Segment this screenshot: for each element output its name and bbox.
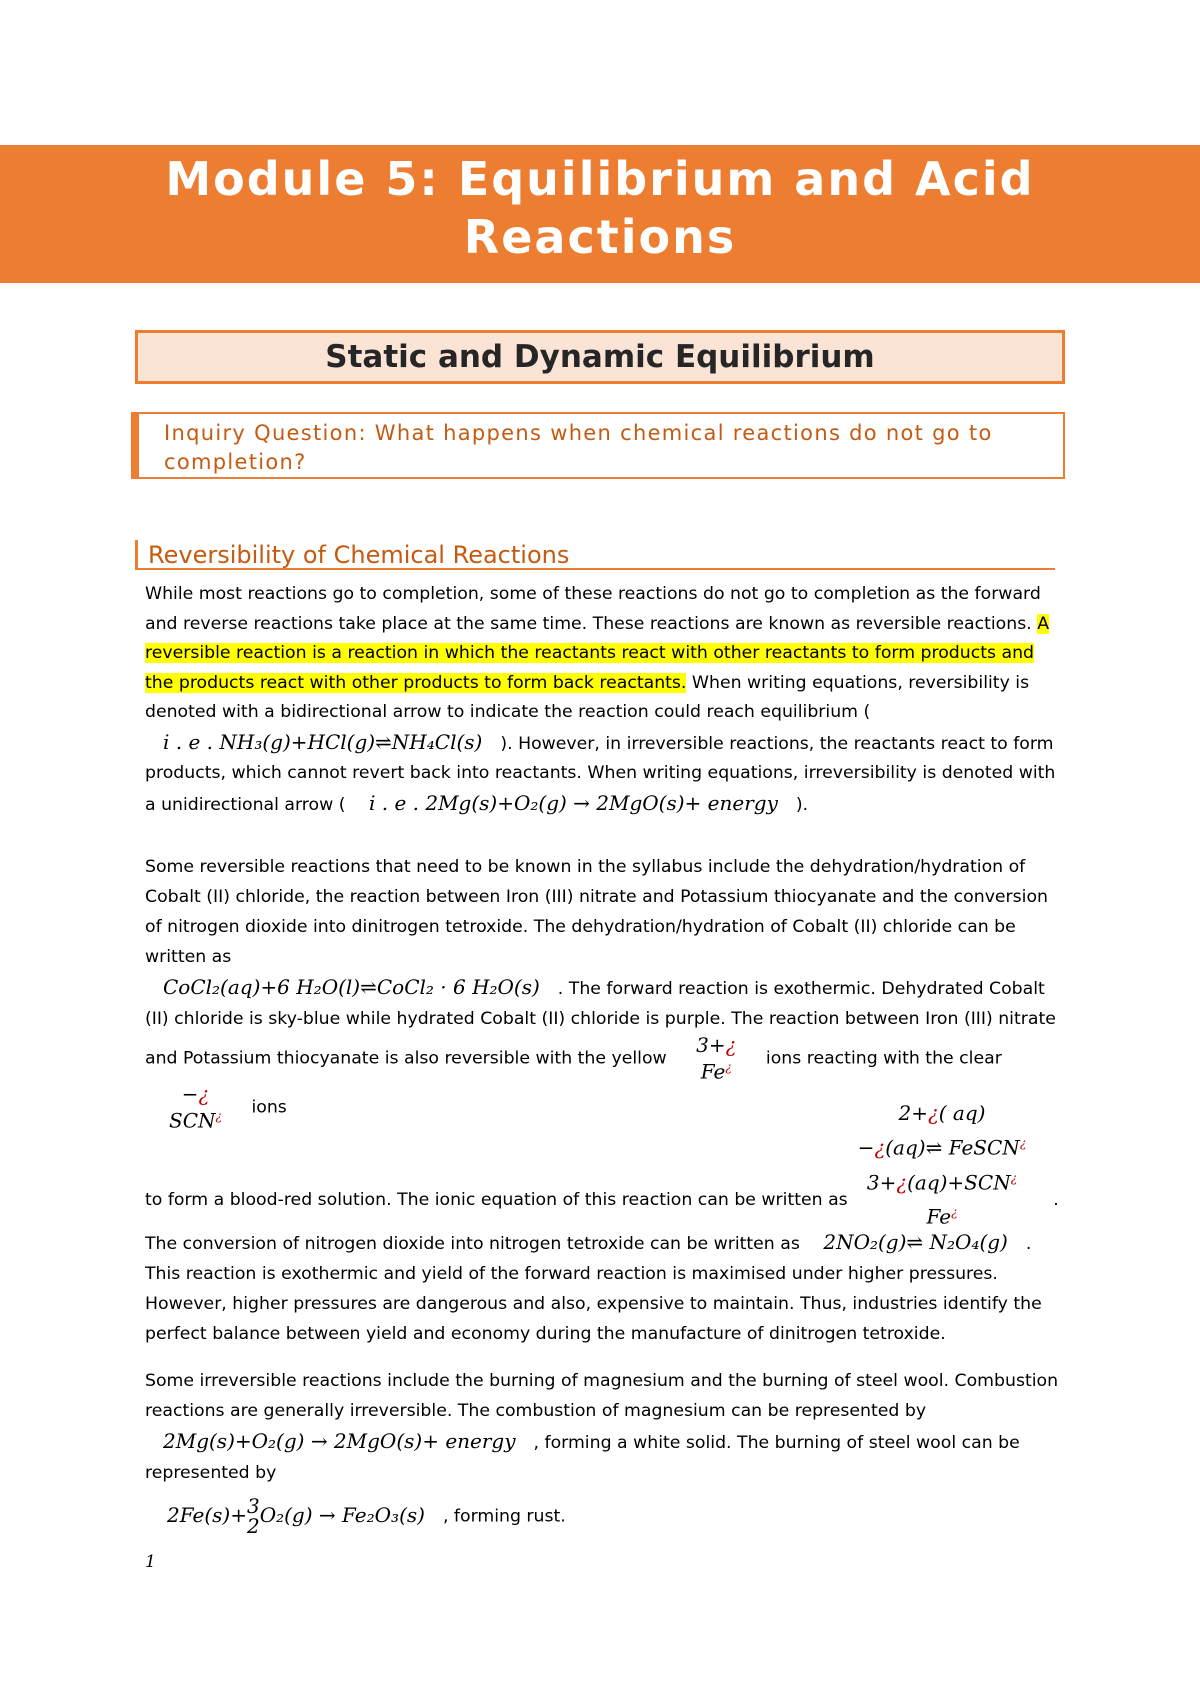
section-heading: Static and Dynamic Equilibrium	[135, 330, 1065, 384]
paragraph-reversibility	[145, 580, 1065, 820]
equation-rust: 2Fe(s)+3 2O₂(g) → Fe₂O₃(s)	[167, 1494, 425, 1538]
page-title	[150, 150, 1050, 266]
text: ions	[251, 1096, 287, 1117]
equation-nitrogen-dioxide: 2NO₂(g)⇌ N₂O₄(g)	[823, 1230, 1008, 1255]
text: Some reversible reactions that need to be known in the syllabus include the dehydration/hydration of Cobalt (II) chloride, the reaction between Iron (III) nitrate and Potassium thiocyanate and the conversion of nitrogen dioxide into dinitrogen tetroxide. The dehydration/hydration of Cobalt (II) chloride can be written as	[145, 857, 1048, 967]
title-line-2: Reactions	[463, 210, 737, 264]
equation-magnesium-combustion: 2Mg(s)+O₂(g) → 2MgO(s)+ energy	[163, 1429, 516, 1453]
page-number: 1	[145, 1552, 156, 1572]
inquiry-question: Inquiry Question: What happens when chemical reactions do not go to completion?	[131, 412, 1065, 479]
thiocyanate-ion-symbol: −¿ SCN¿	[169, 1081, 222, 1133]
equation-ammonium-chloride: i . e . NH₃(g)+HCl(g)⇌NH₄Cl(s)	[163, 729, 483, 754]
text: When writing equations, reversibility is denoted with a bidirectional arrow to indicate the reaction could reach equilibrium (	[145, 672, 1030, 722]
text: . The forward reaction is exothermic. Dehydrated Cobalt (II) chloride is sky-blue while hydrated Cobalt (II) chloride is purple. The reaction between Iron (III) nitrate and Potassium thiocyanate is also reversible with the yellow	[145, 979, 1056, 1069]
highlighted-definition: A reversible reaction is a reaction in which the reactants react with other reactants to form products and the products react with other products to form back reactants.	[145, 613, 1050, 693]
ionic-line-1: 2+¿( aq)	[898, 1101, 986, 1125]
paragraph-irreversible	[145, 1366, 1065, 1536]
text: ).	[795, 794, 809, 815]
equation-magnesium-oxide: i . e . 2Mg(s)+O₂(g) → 2MgO(s)+ energy	[368, 790, 778, 815]
text: , forming a white solid. The burning of steel wool can be represented by	[145, 1433, 1020, 1483]
ionic-line-4: Fe¿	[926, 1204, 958, 1229]
text: to form a blood-red solution. The ionic equation of this reaction can be written as	[145, 1190, 848, 1211]
iron-ion-symbol: 3+¿ Fe¿	[696, 1033, 737, 1084]
ionic-line-3: 3+¿(aq)+SCN¿	[866, 1170, 1018, 1195]
text: . This reaction is exothermic and yield of the forward reaction is maximised under higher pressures. However, higher pressures are dangerous and also, expensive to maintain. Thus, industries identify the perfect balance between yield and economy during the manufacture of dinitrogen tetroxide.	[145, 1234, 1042, 1345]
ionic-equation	[832, 1098, 1052, 1232]
text: .	[1053, 1190, 1059, 1211]
subheading: Reversibility of Chemical Reactions	[135, 540, 1055, 570]
text: The conversion of nitrogen dioxide into nitrogen tetroxide can be written as	[145, 1234, 800, 1255]
ionic-line-2: −¿(aq)⇌ FeSCN¿	[857, 1135, 1027, 1160]
text: ions reacting with the clear	[765, 1048, 1002, 1069]
text: While most reactions go to completion, some of these reactions do not go to completion as the forward and reverse reactions take place at the same time. These reactions are known as reversible reactions.	[145, 584, 1041, 634]
text: ). However, in irreversible reactions, the reactants react to form products, which cannot revert back into reactants. When writing equations, irreversibility is denoted with a unidirectional arrow (	[145, 733, 1056, 815]
title-line-1: Module 5: Equilibrium and Acid	[165, 152, 1035, 206]
equation-cobalt-chloride: CoCl₂(aq)+6 H₂O(l)⇌CoCl₂ · 6 H₂O(s)	[163, 975, 540, 999]
text: Some irreversible reactions include the burning of magnesium and the burning of steel wool. Combustion reactions are generally irreversible. The combustion of magnesium can be represented by	[145, 1371, 1059, 1421]
text: , forming rust.	[442, 1506, 566, 1527]
